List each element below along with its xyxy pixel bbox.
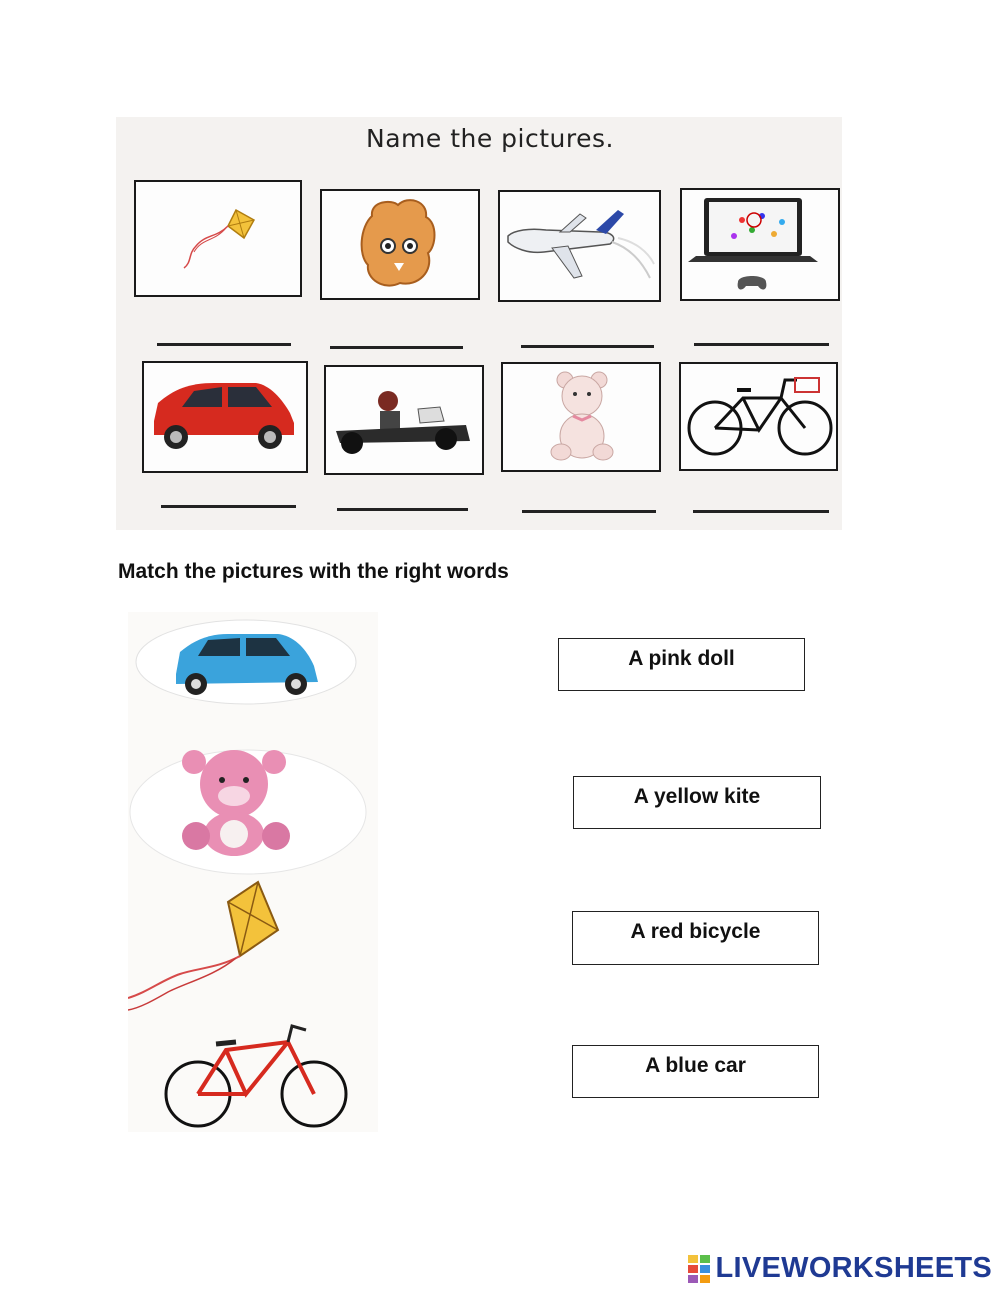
picture-box-airplane — [498, 190, 661, 302]
name-pictures-title: Name the pictures. — [366, 124, 614, 153]
answer-line[interactable] — [693, 510, 829, 513]
word-option-pink-doll[interactable]: A pink doll — [558, 638, 805, 691]
word-option-blue-car[interactable]: A blue car — [572, 1045, 819, 1098]
kite-icon — [136, 182, 299, 294]
red-bicycle-icon — [166, 1026, 346, 1126]
word-option-red-bicycle[interactable]: A red bicycle — [572, 911, 819, 965]
answer-line[interactable] — [521, 345, 654, 348]
answer-line[interactable] — [522, 510, 656, 513]
bicycle-icon — [681, 364, 835, 468]
word-option-yellow-kite[interactable]: A yellow kite — [573, 776, 821, 829]
liveworksheets-logo-icon — [688, 1255, 710, 1283]
picture-box-kite — [134, 180, 302, 297]
picture-box-laptop — [680, 188, 840, 301]
matching-pictures — [128, 612, 378, 1132]
yellow-kite-icon — [128, 882, 278, 1010]
answer-line[interactable] — [337, 508, 468, 511]
airplane-icon — [500, 192, 658, 299]
brand-name: LIVEWORKSHEETS — [715, 1252, 992, 1284]
picture-box-bicycle — [679, 362, 838, 471]
picture-box-car — [142, 361, 308, 473]
gokart-icon — [326, 367, 481, 472]
picture-box-teddy-bear — [501, 362, 661, 472]
picture-box-monster — [320, 189, 480, 300]
answer-line[interactable] — [161, 505, 296, 508]
answer-line[interactable] — [157, 343, 291, 346]
answer-line[interactable] — [694, 343, 829, 346]
match-heading: Match the pictures with the right words — [118, 560, 509, 583]
monster-icon — [322, 191, 477, 297]
teddy-bear-icon — [503, 364, 658, 469]
car-icon — [144, 363, 305, 470]
answer-line[interactable] — [330, 346, 463, 349]
liveworksheets-logo — [688, 1252, 993, 1285]
matching-pictures-art — [128, 612, 378, 1132]
picture-box-gokart — [324, 365, 484, 475]
laptop-icon — [682, 190, 837, 298]
